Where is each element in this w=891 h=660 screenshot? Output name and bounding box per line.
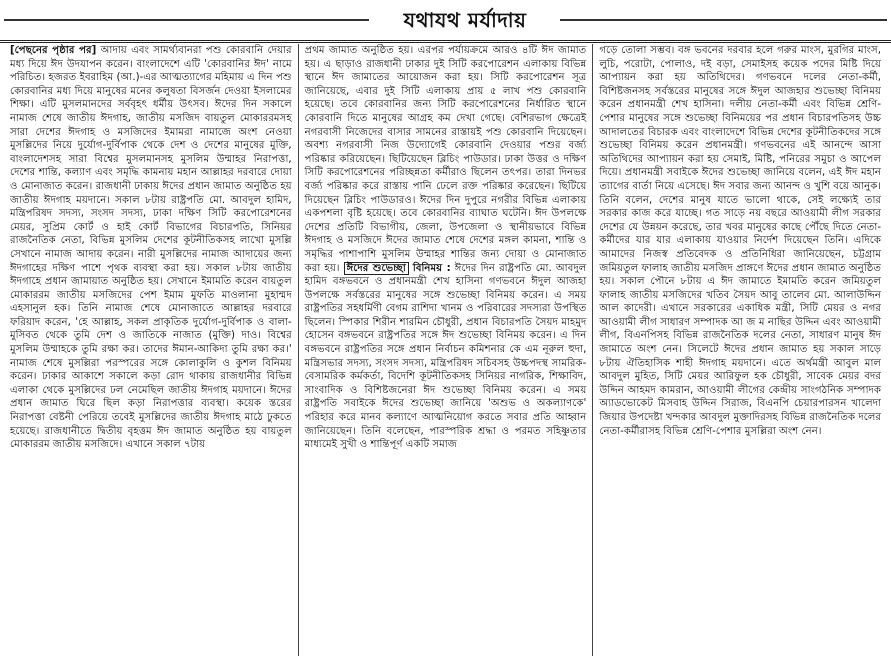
column-3: [592, 44, 887, 656]
subhead-exchange: বিনিময় :: [412, 262, 451, 274]
article-title: যথাযথ মর্যাদায়: [403, 8, 527, 32]
column-2-text-a: প্রথম জামাত অনুষ্ঠিত হয়। এরপর পর্যায়ক্রমে আরও ৪টি ঈদ জামাত হয়। এ ছাড়াও রাজধানী ঢাকার দুই সিটি করপোরেশন এলাকায় বিভিন্ন স্থানে ঈদ জামাতের আয়োজন করা হয়। সিটি করপোরেশন সূত্র জানিয়েছে, এবার দুই সিটি এলাকায় প্রায় ৫ লাখ পশু কোরবানি হয়েছে। তবে কোরবানির জন্য সিটি করপোরেশনের নির্ধারিত স্থানে কোরবানি দিতে মানুষের আগ্রহ কম দেখা গেছে। বেশিরভাগ ক্ষেত্রেই নগরবাসী নিজেদের বাসার সামনের রাস্তায়ই পশু কোরবানি দিয়েছেন। অবশ্য নগরবাসী নিজ উদ্যোগেই কোরবানি দেওয়ার পশুর বর্জ্য পরিষ্কার করিয়েছেন। ছিটিয়েছেন ব্লিচিং পাউডার। ঢাকা উত্তর ও দক্ষিণ সিটি করপোরেশনের পরিচ্ছন্নতা কর্মীরাও ছিলেন তৎপর। তারা দিনভর বর্জ্য পরিষ্কার করে রাস্তায় পানি ঢেলে রক্ত পরিষ্কার করেছেন। ছিটিয়ে দিয়েছেন ব্লিচিং পাউডারও। ঈদের দিন দুপুরে নগরীর বিভিন্ন এলাকায় একপশলা বৃষ্টি হয়েছে। তবে কোরবানির ব্যাঘাত ঘটেনি। ঈদ উপলক্ষে দেশের প্রতিটি বিভাগীয়, জেলা, উপজেলা ও স্থানীয়ভাবে বিভিন্ন ঈদগাহ ও মসজিদে ঈদের জামাত শেষে দেশের মঙ্গল কামনা, শান্তি ও সমৃদ্ধির পাশাপাশি মুসলিম উম্মাহর শান্তির জন্য দোয়া ও মোনাজাত করা হয়।: [304, 45, 587, 274]
article-columns: [4, 44, 887, 656]
column-2: [298, 44, 593, 656]
column-1-paragraph: [10, 44, 292, 452]
column-1: [4, 44, 298, 656]
column-3-text: গড়ে তোলা সম্ভব। বঙ্গ ভবনের দরবার হলে গরুর মাংস, মুরগির মাংস, লুচি, পরোটা, পোলাও, দই বড়া, সেমাইসহ কয়েক পদের মিষ্টি দিয়ে আপ্যায়ন করা হয় অতিথিদের। গণভবনে দলের নেতা-কর্মী, বিশিষ্টজনসহ সর্বস্তরের মানুষের সঙ্গে ঈদুল আজহার শুভেচ্ছা বিনিময় করেন প্রধানমন্ত্রী শেখ হাসিনা। দলীয় নেতা-কর্মী এবং বিভিন্ন শ্রেণি-পেশার মানুষের সঙ্গে শুভেচ্ছা বিনিময়ের পর প্রধান বিচারপতিসহ উচ্চ আদালতের বিচারক এবং বাংলাদেশে বিভিন্ন দেশের কূটনীতিকদের সঙ্গে শুভেচ্ছা বিনিময় করেন প্রধানমন্ত্রী। গণভবনের এই আনন্দে আসা অতিথিদের আপ্যায়ন করা হয় সেমাই, মিষ্টি, পনিরের সমুচা ও আপেল দিয়ে। প্রধানমন্ত্রী সবাইকে ঈদের শুভেচ্ছা জানিয়ে বলেন, এই ঈদ মহান ত্যাগের বার্তা নিয়ে এসেছে। ঈদ সবার জন্য আনন্দ ও খুশি বয়ে আনুক। তিনি বলেন, দেশের মানুষ যাতে ভালো থাকে, সেই লক্ষ্যেই তার সরকার কাজ করে যাচ্ছে। গত সাড়ে নয় বছরে আওয়ামী লীগ সরকার দেশের যে উন্নয়ন করেছে, তার খবর মানুষের কাছে পৌঁছে দিতে নেতা-কর্মীদের যার যার এলাকায় যাওয়ার নির্দেশ দিয়েছেন তিনি। এদিকে আমাদের নিজস্ব প্রতিবেদক ও প্রতিনিধিরা জানিয়েছেন, চট্টগ্রাম জমিয়তুল ফালাহ জাতীয় মসজিদ প্রাঙ্গণে ঈদের প্রধান জামাত অনুষ্ঠিত হয়। সকাল পৌনে ৮টায় এ ঈদ জামাতে ইমামতি করেন জমিয়তুল ফালাহ জাতীয় মসজিদের খতিব সৈয়দ আবু তালেব মো. আলাউদ্দিন আল কাদেরী। এখানে সরকারের একাধিক মন্ত্রী, সিটি মেয়র ও নগর আওয়ামী লীগ সাধারণ সম্পাদক আ জ ম নাছির উদ্দিন এবং আওয়ামী লীগ, বিএনপিসহ বিভিন্ন রাজনৈতিক দলের নেতা, সাধারণ মানুষ ঈদ জামাতে অংশ নেন। সিলেটে ঈদের প্রধান জামাত হয় সকাল সাড়ে ৮টায় ঐতিহাসিক শাহী ঈদগাহ ময়দানে। এতে অর্থমন্ত্রী আবুল মাল আবদুল মুহিত, সিটি মেয়র আরিফুল হক চৌধুরী, সাবেক মেয়র বদর উদ্দিন আহমদ কামরান, আওয়ামী লীগের কেন্দ্রীয় সাংগঠনিক সম্পাদক অ্যাডভোকেট মিসবাহ উদ্দিন সিরাজ, বিএনপি চেয়ারপারসন খালেদা জিয়ার উপদেষ্টা খন্দকার আবদুল মুক্তাদিরসহ বিভিন্ন রাজনৈতিক দলের নেতা-কর্মীরাসহ বিভিন্ন শ্রেণি-পেশার মুসল্লিরা অংশ নেন।: [599, 45, 882, 437]
header-rule-left: [4, 19, 369, 21]
column-2-text-b: ঈদের দিন রাষ্ট্রপতি মো. আবদুল হামিদ বঙ্গভবনে ও প্রধানমন্ত্রী শেখ হাসিনা গণভবনে ঈদুল আজহা উপলক্ষে সর্বস্তরের মানুষের সঙ্গে শুভেচ্ছা বিনিময় করেন। এ সময় রাষ্ট্রপতির সহধর্মিণী বেগম রাশিদা খানম ও পরিবারের সদস্যরা উপস্থিত ছিলেন। স্পিকার শিরীন শারমিন চৌধুরী, প্রধান বিচারপতি সৈয়দ মাহমুদ হোসেন বঙ্গভবনে রাষ্ট্রপতির সঙ্গে ঈদ শুভেচ্ছা বিনিময় করেন। এ দিন বঙ্গভবনে রাষ্ট্রপতির সঙ্গে প্রধান নির্বাচন কমিশনার কে এম নূরুল হুদা, মন্ত্রিসভার সদস্য, সংসদ সদস্য, মন্ত্রিপরিষদ সচিবসহ উচ্চপদস্থ সামরিক-বেসামরিক কর্মকর্তা, বিদেশি কূটনীতিকসহ সিনিয়র নাগরিক, শিক্ষাবিদ, সাংবাদিক ও বিশিষ্টজনেরা ঈদ শুভেচ্ছা বিনিময় করেন। এ সময় রাষ্ট্রপতি সবাইকে ঈদের শুভেচ্ছা জানিয়ে 'অশুভ ও অকল্যাণকে' পরিহার করে মানব কল্যাণে আত্মনিয়োগ করতে সবার প্রতি আহ্বান জানিয়েছেন। তিনি বলেছেন, পারস্পরিক শ্রদ্ধা ও পরমত সহিষ্ণুতার মাধ্যমেই সুখী ও শান্তিপূর্ণ একটি সমাজ: [304, 262, 587, 451]
column-2-paragraph: [305, 44, 587, 452]
header-rule-right: [560, 19, 887, 21]
article-header: [0, 0, 891, 43]
column-3-paragraph: [599, 44, 881, 438]
continued-from-label: [পেছনের পৃষ্ঠার পর]: [10, 45, 97, 56]
subhead-greetings: ঈদের শুভেচ্ছা: [344, 262, 409, 275]
column-1-text: আদায় এবং সামর্থ্যবানরা পশু কোরবানি দেয়ার মধ্য দিয়ে ঈদ উদযাপন করেন। বাংলাদেশে এটি 'কোরবানির ঈদ' নামে পরিচিত। হজরত ইবরাহিম (আ.)-এর আত্মত্যাগের মহিমায় এ দিন পশু কোরবানির মধ্য দিয়ে মানুষের মনের কলুষতা বিসর্জন দেওয়া ইসলামের শিক্ষা। এটি মুসলমানদের সর্ববৃহৎ ধর্মীয় উৎসব। ঈদের দিন সকালে নামাজ শেষে জাতীয় ঈদগাহ, জাতীয় মসজিদ বায়তুল মোকাররমসহ সারা দেশের ঈদগাহ ও মসজিদের ইমামরা নামাজে অংশ নেওয়া মুসল্লিদের নিয়ে দুর্যোগ-দুর্বিপাক থেকে দেশ ও দেশের মানুষের মুক্তি, বাংলাদেশসহ সারা বিশ্বের মুসলমানসহ মুসলিম উম্মাহর নিরাপত্তা, দেশের শান্তি, কল্যাণ এবং সমৃদ্ধি কামনায় মহান আল্লাহর দরবারে দোয়া ও মোনাজাত করেন। রাজধানী ঢাকায় ঈদের প্রধান জামাত অনুষ্ঠিত হয় জাতীয় ঈদগাহ ময়দানে। সকাল ৮টায় রাষ্ট্রপতি মো. আবদুল হামিদ, মন্ত্রিপরিষদ সদস্য, সংসদ সদস্য, ঢাকা দক্ষিণ সিটি করপোরেশনের মেয়র, সুপ্রিম কোর্ট ও হাই কোর্ট বিভাগের বিচারপতি, সিনিয়র রাজনৈতিক নেতা, বিভিন্ন মুসলিম দেশের কূটনীতিকসহ লাখো মুসল্লি সেখানে নামাজ আদায় করেন। নারী মুসল্লিদের নামাজ আদায়ের জন্য ঈদগাহের দক্ষিণ পাশে পৃথক ব্যবস্থা করা হয়। সকাল ৮টায় জাতীয় ঈদগাহে প্রধান জামায়াত অনুষ্ঠিত হয়। সেখানে ইমামতি করেন বায়তুল মোকাররম জাতীয় মসজিদের পেশ ইমাম মুফতি মাওলানা মুহাম্মদ এহসানুল হক। তিনি নামাজ শেষে মোনাজাতে আল্লাহর দরবারে ফরিয়াদ করেন, 'হে আল্লাহ, সকল প্রাকৃতিক দুর্যোগ-দুর্বিপাক ও বালা-মুসিবত থেকে তুমি দেশ ও জাতিকে নাজাত (মুক্তি) দাও। বিশ্বের মুসলিম উম্মাহকে তুমি রক্ষা কর। তাদের ঈমান-আকিদা তুমি রক্ষা কর।' নামাজ শেষে মুসল্লিরা পরস্পরের সঙ্গে কোলাকুলি ও কুশল বিনিময় করেন। ঢাকার আকাশে সকালে কড়া রোদ থাকায় রাজধানীর বিভিন্ন এলাকা থেকে মুসল্লিদের ঢল নেমেছিল জাতীয় ঈদগাহ ময়দানে। ঈদের প্রধান জামাত ঘিরে ছিল কড়া নিরাপত্তার ব্যবস্থা। কয়েক স্তরের নিরাপত্তা বেষ্টনী পেরিয়ে তবেই মুসল্লিদের জাতীয় ঈদগাহ মাঠে ঢুকতে হয়েছে। রাজধানীতে দ্বিতীয় বৃহত্তম ঈদ জামাত অনুষ্ঠিত হয় বায়তুল মোকাররম জাতীয় মসজিদে। এখানে সকাল ৭টায়: [10, 45, 292, 451]
